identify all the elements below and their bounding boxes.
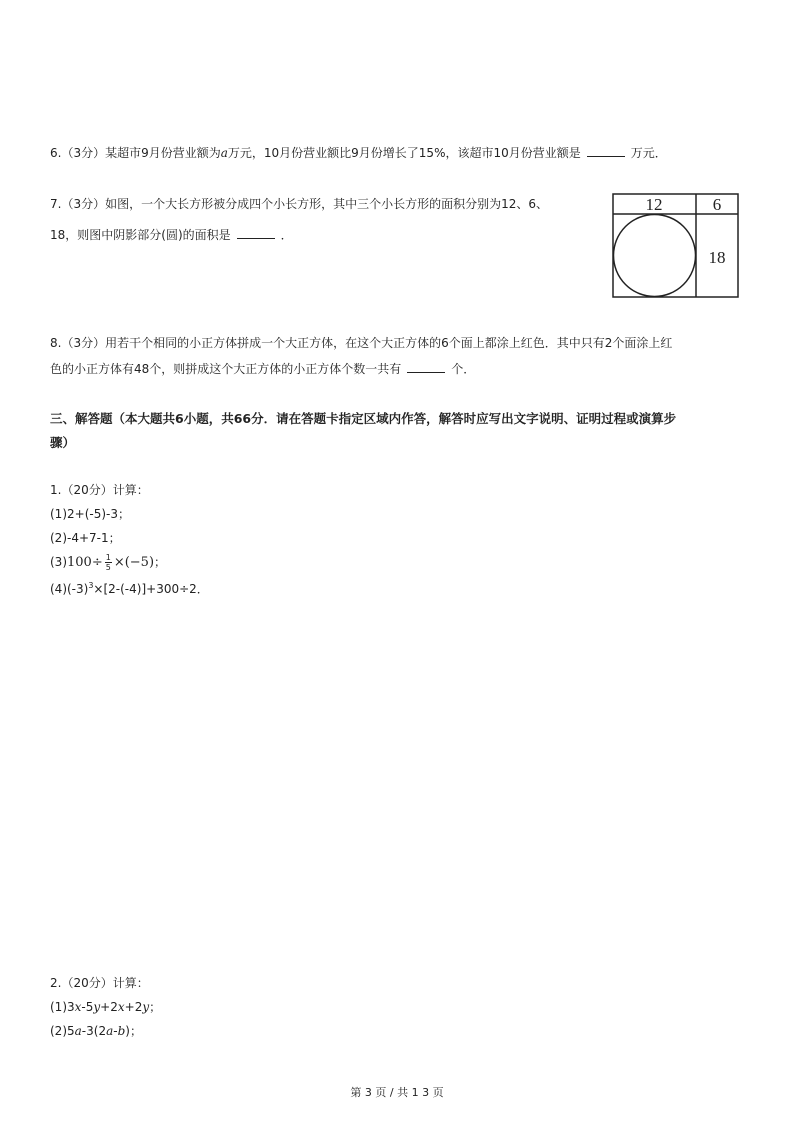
var-a: a (106, 1024, 114, 1038)
p2-item2-part: - (113, 1024, 118, 1038)
var-x: x (74, 1000, 82, 1014)
shaded-circle (614, 215, 696, 297)
question-8-line-2 (50, 361, 475, 377)
item-4-part-a: (4)(-3) (50, 582, 89, 596)
p2-item1-end: ； (149, 1000, 162, 1014)
problem-1-item-3 (50, 552, 166, 573)
p2-item1-part: +2 (124, 1000, 143, 1014)
fraction-numerator: 1 (105, 553, 111, 562)
p2-item1-part: -5 (81, 1000, 94, 1014)
question-7-line-2 (50, 227, 293, 243)
var-a: a (74, 1024, 82, 1038)
q6-suffix: 万元． (630, 146, 667, 160)
var-y: y (142, 1000, 150, 1014)
problem-1-item-2: (2)-4+7-1； (50, 531, 121, 545)
item-3-expression-a: 100÷ (67, 555, 103, 570)
problem-2-title: 2.（20分）计算： (50, 976, 149, 990)
q8-line2-prefix: 色的小正方体有48个，则拼成这个大正方体的小正方体个数一共有 (50, 362, 402, 376)
item-3-end: ； (154, 555, 167, 569)
question-7-line-1: 7.（3分）如图，一个大长方形被分成四个小长方形，其中三个小长方形的面积分别为12、6、 (50, 197, 548, 211)
var-y: y (93, 1000, 101, 1014)
problem-2-item-2 (50, 1023, 142, 1039)
problem-2-item-1 (50, 999, 161, 1015)
item-3-prefix: (3) (50, 555, 67, 569)
var-b: b (117, 1024, 126, 1038)
section-3-heading-line-2: 骤） (50, 435, 76, 450)
q7-line2-prefix: 18，则图中阴影部分(圆)的面积是 (50, 228, 231, 242)
q7-line2-suffix: ． (280, 228, 293, 242)
problem-1-title: 1.（20分）计算： (50, 483, 149, 497)
section-3-heading-line-1: 三、解答题（本大题共6小题，共66分．请在答题卡指定区域内作答，解答时应写出文字说明、证明过程或演算步 (50, 411, 677, 426)
p2-item1-part: (1)3 (50, 1000, 75, 1014)
q6-prefix: 6.（3分）某超市9月份营业额为 (50, 146, 221, 160)
fraction-one-fifth (105, 553, 112, 572)
question-8-line-1: 8.（3分）用若干个相同的小正方体拼成一个大正方体，在这个大正方体的6个面上都涂上红色．其中只有2个面涂上红 (50, 336, 673, 350)
item-3-expression-b: ×(−5) (113, 555, 155, 570)
p2-item2-part: (2)5 (50, 1024, 75, 1038)
item-4-part-b: ×[2-(-4)]+300÷2． (93, 582, 209, 596)
q6-answer-blank[interactable] (587, 146, 625, 157)
item-4-exponent: 3 (88, 581, 94, 590)
label-area-18: 18 (708, 248, 726, 267)
var-x: x (117, 1000, 125, 1014)
rectangle-circle-figure (612, 193, 740, 299)
question-6 (50, 145, 667, 161)
label-area-12: 12 (645, 195, 663, 214)
q8-answer-blank[interactable] (407, 362, 445, 373)
problem-1-item-1: (1)2+(-5)-3； (50, 507, 130, 521)
label-area-6: 6 (712, 195, 722, 214)
p2-item2-part: -3(2 (81, 1024, 107, 1038)
problem-1-item-4 (50, 578, 209, 597)
q6-variable: a (220, 146, 228, 160)
q8-line2-suffix: 个． (451, 362, 476, 376)
page-footer: 第 3 页 / 共 1 3 页 (350, 1086, 444, 1099)
p2-item2-end: )； (125, 1024, 142, 1038)
p2-item1-part: +2 (100, 1000, 118, 1014)
q7-answer-blank[interactable] (237, 228, 275, 239)
fraction-denominator: 5 (105, 563, 111, 572)
q6-middle: 万元，10月份营业额比9月份增长了15%，该超市10月份营业额是 (227, 146, 581, 160)
